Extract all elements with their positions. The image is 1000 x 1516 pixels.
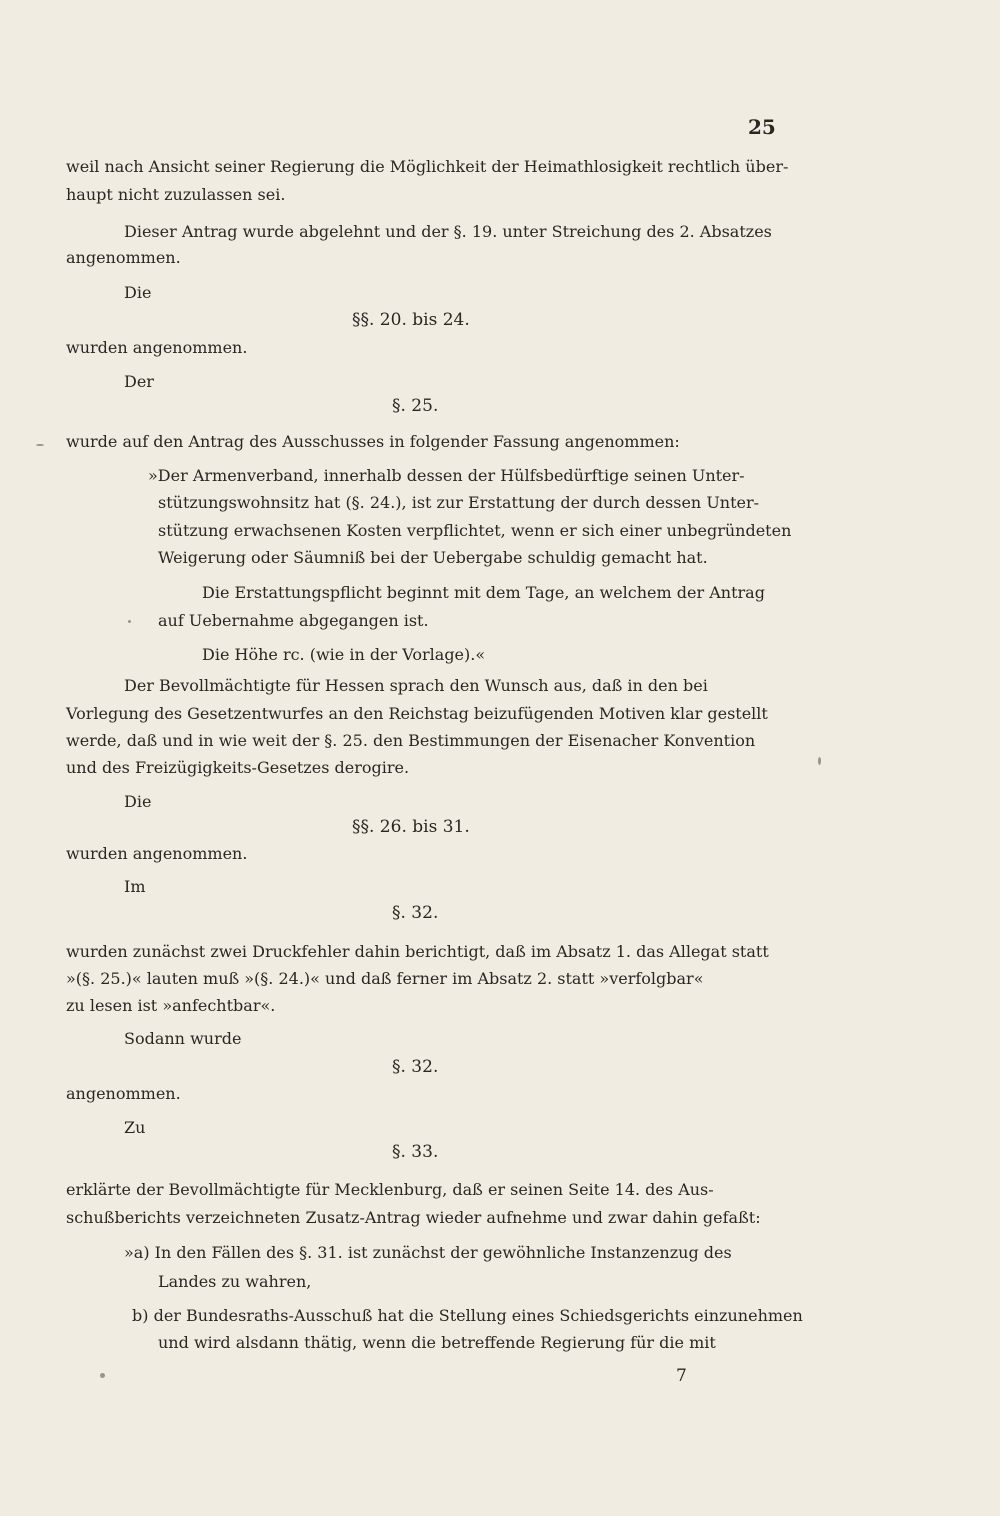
text-line: angenommen.	[66, 248, 181, 267]
text-line: angenommen.	[66, 1084, 181, 1103]
text-line: Zu	[124, 1118, 146, 1137]
signature-mark: 7	[676, 1366, 687, 1386]
text-line: »(§. 25.)« lauten muß »(§. 24.)« und daß ferner im Absatz 2. statt »verfolgbar«	[66, 969, 704, 988]
quote-line: stützungswohnsitz hat (§. 24.), ist zur Erstattung der durch dessen Unter-	[158, 493, 760, 512]
page-number: 25	[748, 115, 776, 139]
section-heading: §. 25.	[392, 396, 439, 416]
text-line: schußberichts verzeichneten Zusatz-Antrag wieder aufnehme und zwar dahin gefaßt:	[66, 1208, 761, 1227]
text-line: Vorlegung des Gesetzentwurfes an den Reichstag beizufügenden Motiven klar gestellt	[66, 704, 768, 723]
paper-speck	[36, 444, 44, 446]
text-line: Im	[124, 877, 146, 896]
paper-speck	[818, 757, 821, 765]
list-item: »a) In den Fällen des §. 31. ist zunächst der gewöhnliche Instanzenzug des	[124, 1243, 732, 1262]
text-line: wurden zunächst zwei Druckfehler dahin berichtigt, daß im Absatz 1. das Allegat statt	[66, 942, 769, 961]
quote-line: Die Erstattungspflicht beginnt mit dem Tage, an welchem der Antrag	[202, 583, 765, 602]
text-line: zu lesen ist »anfechtbar«.	[66, 996, 276, 1015]
list-item-continuation: und wird alsdann thätig, wenn die betreffende Regierung für die mit	[158, 1333, 716, 1352]
quote-line: »Der Armenverband, innerhalb dessen der Hülfsbedürftige seinen Unter-	[148, 466, 745, 485]
text-line: wurden angenommen.	[66, 844, 248, 863]
list-item-continuation: Landes zu wahren,	[158, 1272, 312, 1291]
quote-line: Die Höhe rc. (wie in der Vorlage).«	[202, 645, 486, 664]
text-line: weil nach Ansicht seiner Regierung die Möglichkeit der Heimathlosigkeit rechtlich über-	[66, 157, 789, 176]
text-line: haupt nicht zuzulassen sei.	[66, 185, 286, 204]
text-line: wurden angenommen.	[66, 338, 248, 357]
text-line: Die	[124, 792, 152, 811]
text-line: wurde auf den Antrag des Ausschusses in folgender Fassung angenommen:	[66, 432, 680, 451]
list-item: b) der Bundesraths-Ausschuß hat die Stellung eines Schiedsgerichts einzunehmen	[132, 1306, 803, 1325]
text-line: Sodann wurde	[124, 1029, 242, 1048]
text-line: Der	[124, 372, 154, 391]
text-line: und des Freizügigkeits-Gesetzes derogire.	[66, 758, 410, 777]
quote-line: auf Uebernahme abgegangen ist.	[158, 611, 429, 630]
text-line: Der Bevollmächtigte für Hessen sprach den Wunsch aus, daß in den bei	[124, 676, 708, 695]
quote-line: Weigerung oder Säumniß bei der Uebergabe schuldig gemacht hat.	[158, 548, 708, 567]
section-heading: §§. 20. bis 24.	[352, 310, 470, 330]
text-line: erklärte der Bevollmächtigte für Mecklenburg, daß er seinen Seite 14. des Aus-	[66, 1180, 714, 1199]
paper-speck	[128, 620, 131, 623]
section-heading: §. 32.	[392, 1057, 439, 1077]
text-line: werde, daß und in wie weit der §. 25. den Bestimmungen der Eisenacher Konvention	[66, 731, 756, 750]
text-line: Dieser Antrag wurde abgelehnt und der §. 19. unter Streichung des 2. Absatzes	[124, 222, 772, 241]
section-heading: §§. 26. bis 31.	[352, 817, 470, 837]
section-heading: §. 32.	[392, 903, 439, 923]
quote-line: stützung erwachsenen Kosten verpflichtet, wenn er sich einer unbegründeten	[158, 521, 792, 540]
text-line: Die	[124, 283, 152, 302]
section-heading: §. 33.	[392, 1142, 439, 1162]
paper-speck	[100, 1373, 105, 1378]
